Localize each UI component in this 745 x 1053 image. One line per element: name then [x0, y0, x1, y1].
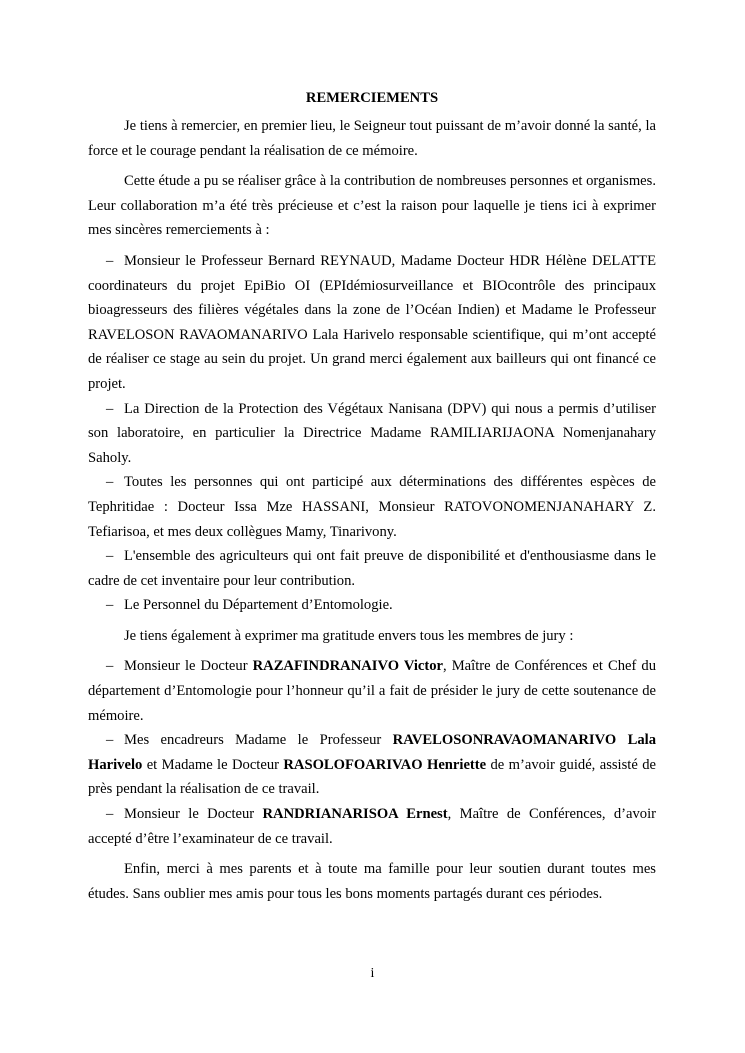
list-item-text: Monsieur le Docteur	[124, 806, 263, 823]
page-title: REMERCIEMENTS	[305, 90, 439, 106]
list-item-text: Le Personnel du Département d’Entomologie.	[124, 597, 393, 614]
document-page	[88, 86, 656, 912]
list-item	[88, 470, 656, 544]
closing-paragraph: Enfin, merci à mes parents et à toute ma famille pour leur soutien durant toutes mes études. Sans oublier mes amis pour tous les bons moments partagés durant ces périodes.	[88, 861, 656, 902]
dash-marker: –	[106, 732, 114, 749]
co-supervisor-name: RASOLOFOARIVAO Henriette	[283, 756, 487, 773]
dash-marker: –	[106, 806, 114, 823]
list-item-text: Monsieur le Docteur	[124, 658, 253, 675]
dash-marker: –	[106, 548, 114, 565]
list-item	[88, 654, 656, 728]
page-number: i	[370, 966, 375, 981]
list-item-text: et Madame le Docteur	[142, 756, 284, 773]
list-item	[88, 728, 656, 802]
dash-marker: –	[106, 400, 114, 417]
dash-marker: –	[106, 474, 114, 491]
list-item	[88, 593, 656, 618]
list-item-text: Toutes les personnes qui ont participé aux déterminations des différentes espèces de Tephritidae : Docteur Issa Mze HASSANI, Monsieur RATOVONOMENJANAHARY Z. Tefiarisoa, et mes deux collègues Mamy, Tinarivony.	[88, 474, 656, 540]
list-item	[88, 544, 656, 593]
acknowledgement-list	[88, 249, 656, 618]
jury-president-name: RAZAFINDRANAIVO Victor	[252, 658, 444, 675]
dash-marker: –	[106, 597, 114, 614]
list-item-text: de m’avoir guidé, assisté de près pendant la réalisation de ce travail.	[88, 756, 656, 798]
list-item	[88, 397, 656, 471]
dash-marker: –	[106, 252, 114, 269]
list-item	[88, 802, 656, 851]
list-item-text: L'ensemble des agriculteurs qui ont fait preuve de disponibilité et d'enthousiasme dans le cadre de cet inventaire pour leur contribution.	[88, 548, 656, 589]
acknowledgement-paragraph: Cette étude a pu se réaliser grâce à la contribution de nombreuses personnes et organismes. Leur collaboration m’a été très précieuse et c’est la raison pour laquelle je tiens ici à exprimer mes sincères remerciements à :	[88, 173, 656, 239]
jury-paragraph: Je tiens également à exprimer ma gratitude envers tous les membres de jury :	[124, 627, 574, 644]
list-item-text: La Direction de la Protection des Végétaux Nanisana (DPV) qui nous a permis d’utiliser son laboratoire, en particulier la Directrice Madame RAMILIARIJAONA Nomenjanahary Saholy.	[88, 400, 656, 466]
list-item-text: , Maître de Conférences et Chef du département d’Entomologie pour l’honneur qu’il a fait de présider le jury de cette soutenance de mémoire.	[88, 658, 657, 724]
list-item-text: Mes encadreurs Madame le Professeur	[124, 732, 393, 749]
list-item-text: , Maître de Conférences, d’avoir accepté d’être l’examinateur de ce travail.	[88, 806, 657, 847]
jury-list	[88, 654, 656, 851]
intro-paragraph: Je tiens à remercier, en premier lieu, le Seigneur tout puissant de m’avoir donné la santé, la force et le courage pendant la réalisation de ce mémoire.	[88, 118, 656, 159]
supervisor-name: RAVELOSONRAVAOMANARIVO Lala Harivelo	[88, 732, 656, 773]
list-item	[88, 249, 656, 397]
list-item-text: Monsieur le Professeur Bernard REYNAUD, Madame Docteur HDR Hélène DELATTE coordinateurs du projet EpiBio OI (EPIdémiosurveillance et BIOcontrôle des principaux bioagresseurs des filières végétales dans la zone de l’Océan Indien) et Madame le Professeur RAVELOSON RAVAOMANARIVO Lala Harivelo responsable scientifique, qui m’ont accepté de réaliser ce stage au sein du projet. Un grand merci également aux bailleurs qui ont financé ce projet.	[88, 252, 656, 392]
examiner-name: RANDRIANARISOA Ernest	[262, 806, 448, 823]
dash-marker: –	[106, 658, 114, 675]
